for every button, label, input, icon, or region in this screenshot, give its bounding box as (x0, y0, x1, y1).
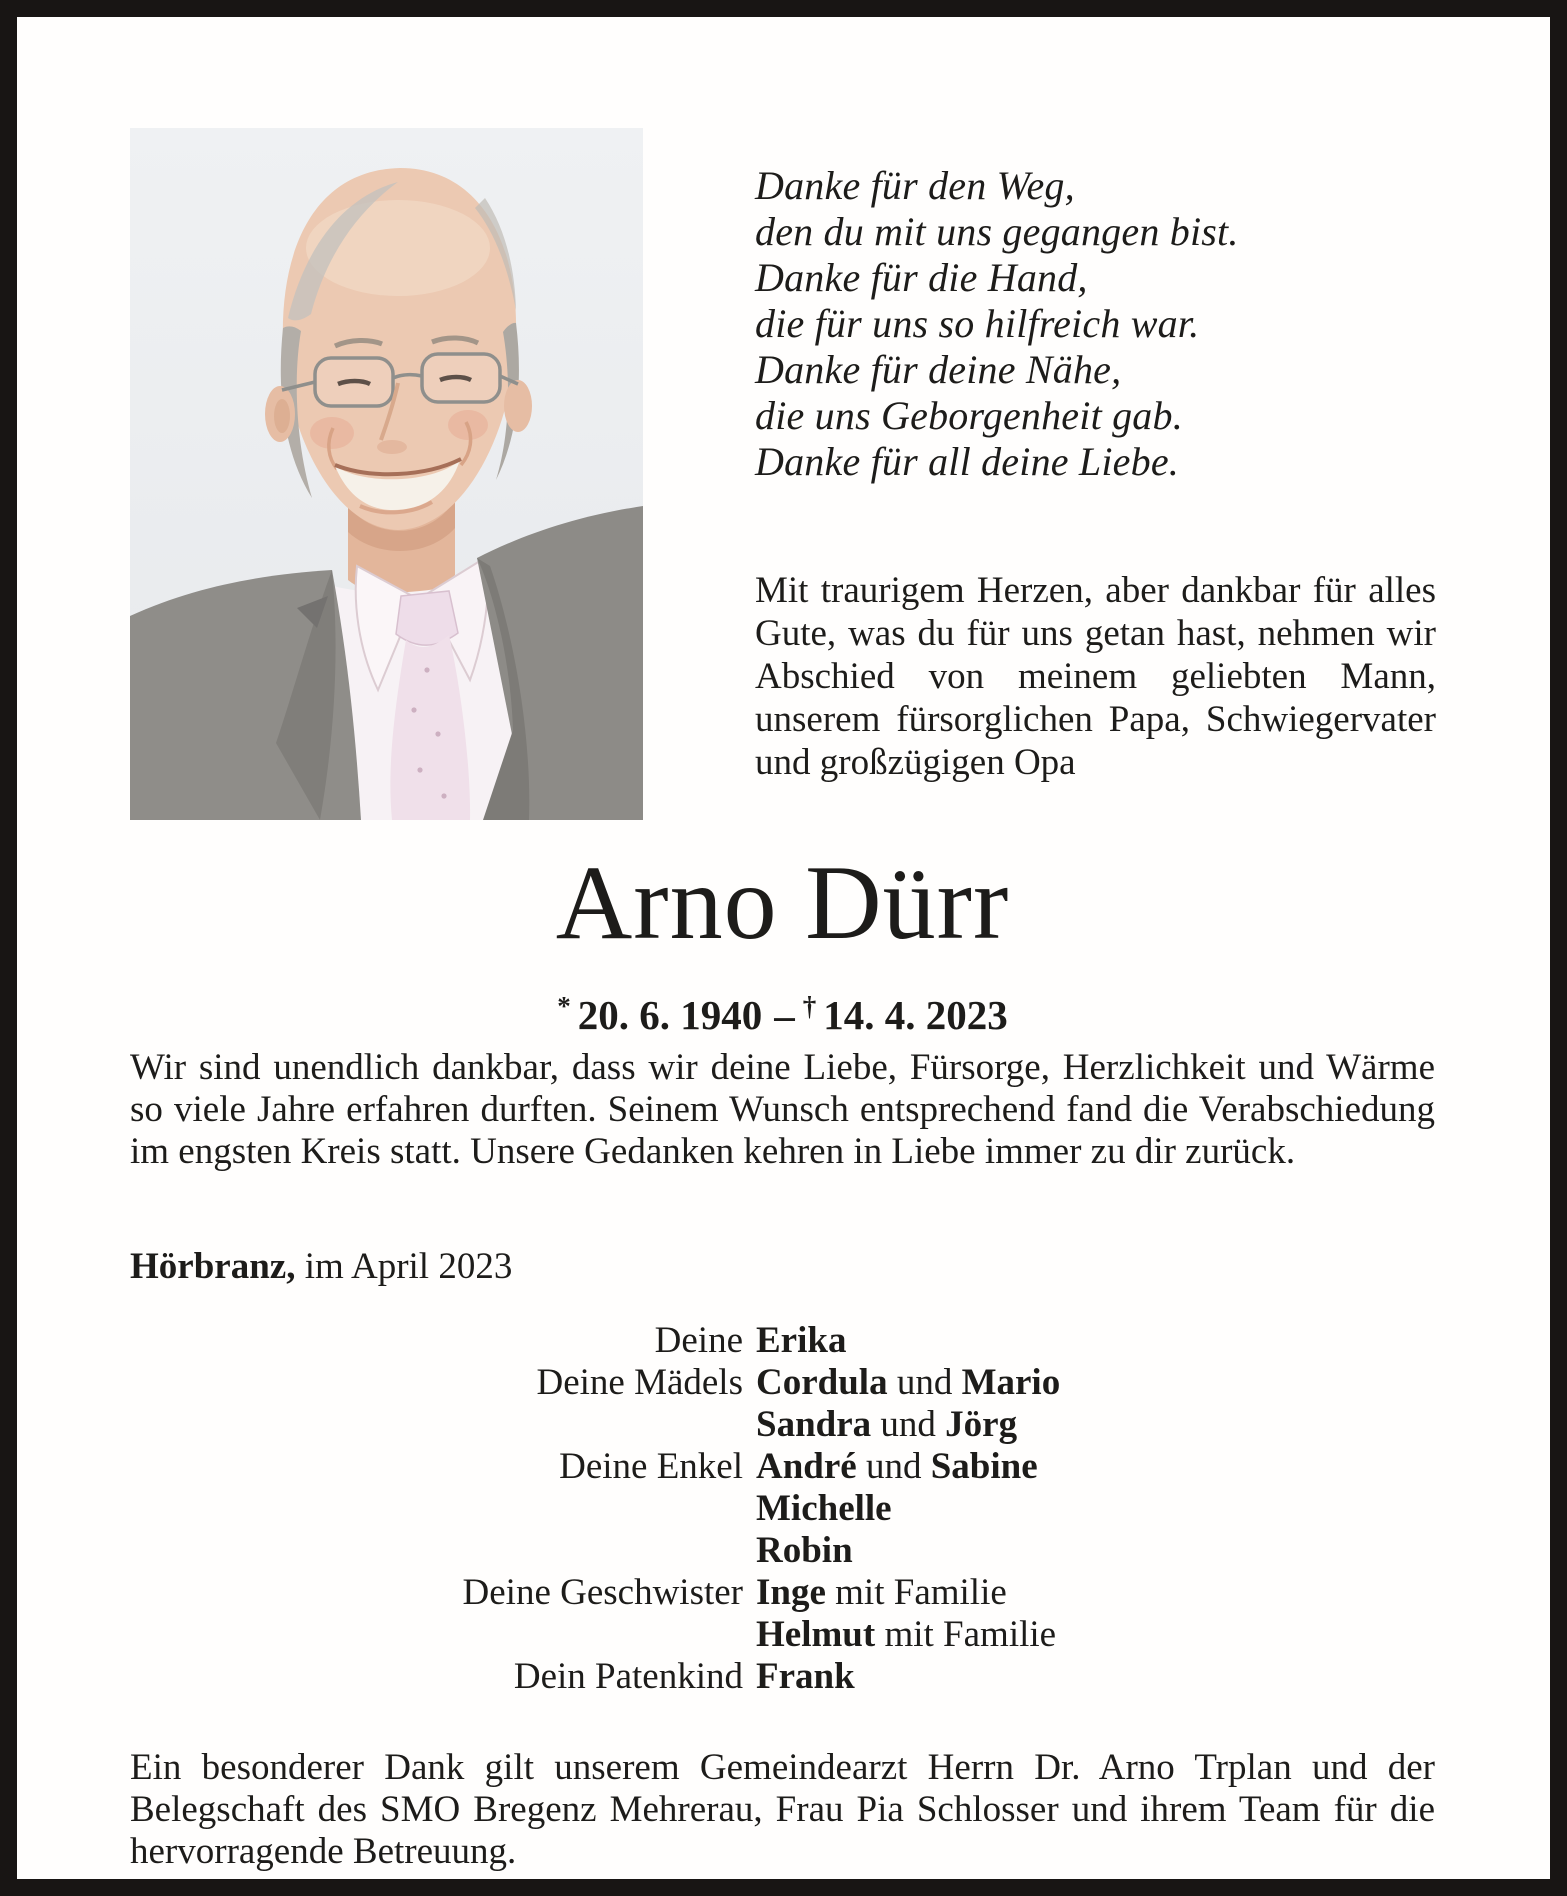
deceased-name: Arno Dürr (555, 844, 1010, 961)
portrait-illustration (130, 128, 643, 820)
mourner-row (130, 1656, 1435, 1698)
mourner-label (130, 1530, 743, 1572)
mourner-names: André und Sabine (756, 1446, 1038, 1487)
poem-line: die uns Geborgenheit gab. (755, 393, 1183, 438)
mourner-row (130, 1530, 1435, 1572)
dates-separator: – (774, 992, 795, 1038)
mourner-label: Dein Patenkind (513, 1656, 743, 1697)
mourner-label: Deine Geschwister (462, 1572, 743, 1613)
acknowledgement-paragraph: Ein besonderer Dank gilt unserem Gemeindearzt Herrn Dr. Arno Trplan und der Belegschaft des SMO Bregenz Mehrerau, Frau Pia Schlosser und ihrem Team für die hervorragende Betreuung. (130, 1747, 1435, 1872)
mourner-row (130, 1362, 1435, 1404)
mourner-label (130, 1614, 743, 1656)
mourner-names: Cordula und Mario (756, 1362, 1061, 1403)
mourner-row (130, 1614, 1435, 1656)
death-date: 14. 4. 2023 (823, 992, 1008, 1038)
mourner-names: Sandra und Jörg (756, 1404, 1018, 1445)
tribute-paragraph: Wir sind unendlich dankbar, dass wir deine Liebe, Fürsorge, Herzlichkeit und Wärme so viele Jahre erfahren durften. Seinem Wunsch entsprechend fand die Verabschiedung im engsten Kreis statt. Unsere Gedanken kehren in Liebe immer zu dir zurück. (130, 1047, 1435, 1172)
poem-line: die für uns so hilfreich war. (755, 301, 1200, 346)
farewell-paragraph: Mit traurigem Herzen, aber dankbar für alles Gute, was du für uns getan hast, nehmen wir Abschied von meinem geliebten Mann, unserem fürsorglichen Papa, Schwiegervater und großzügigen Opa (755, 570, 1436, 783)
life-dates (130, 983, 1435, 1038)
poem-line: Danke für deine Nähe, (755, 347, 1122, 392)
mourner-label: Deine Mädels (536, 1362, 743, 1403)
obituary-content (17, 17, 1550, 1879)
poem-line: Danke für die Hand, (755, 255, 1088, 300)
death-symbol: † (802, 991, 817, 1021)
mourner-label (130, 1488, 743, 1530)
mourners-list (130, 1320, 1435, 1698)
birth-date: 20. 6. 1940 (577, 992, 763, 1038)
mourner-names: Erika (756, 1320, 847, 1361)
dateline-place: Hörbranz, (130, 1246, 296, 1287)
mourner-names: Inge mit Familie (756, 1572, 1007, 1613)
mourner-names: Helmut mit Familie (756, 1614, 1057, 1655)
poem-line: Danke für all deine Liebe. (755, 439, 1179, 484)
memorial-poem (755, 163, 1239, 485)
mourner-names: Frank (756, 1656, 855, 1697)
mourner-row (130, 1446, 1435, 1488)
mourner-row (130, 1488, 1435, 1530)
poem-line: den du mit uns gegangen bist. (755, 209, 1239, 254)
mourner-names: Michelle (756, 1488, 892, 1529)
dateline-date: im April 2023 (304, 1246, 513, 1287)
mourner-label: Deine Enkel (559, 1446, 743, 1487)
mourner-row (130, 1404, 1435, 1446)
mourner-label (130, 1404, 743, 1446)
portrait-photo (130, 128, 643, 820)
mourner-label: Deine (654, 1320, 743, 1361)
mourner-names: Robin (756, 1530, 853, 1571)
dateline (130, 1245, 1435, 1289)
birth-symbol: * (557, 991, 571, 1021)
mourner-row (130, 1572, 1435, 1614)
mourner-row (130, 1320, 1435, 1362)
poem-line: Danke für den Weg, (755, 163, 1075, 208)
